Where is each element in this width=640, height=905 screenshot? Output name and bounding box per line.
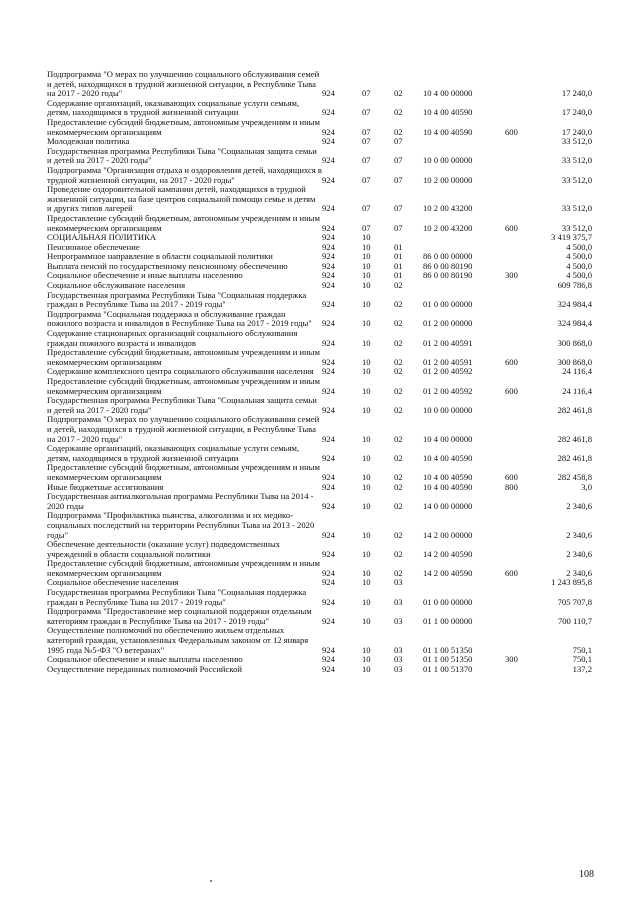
table-row (47, 329, 592, 348)
row-section-code: 10 (362, 577, 371, 588)
row-section-code: 10 (362, 260, 371, 271)
row-amount: 705 707,8 (557, 596, 592, 607)
table-row (47, 626, 592, 655)
row-section-code: 07 (362, 107, 371, 118)
row-target-article-code: 01 1 00 51350 (423, 644, 473, 655)
row-expense-type-code (505, 540, 540, 559)
row-name: Подпрограмма "О мерах по улучшению социального обслуживания семей и детей, находящихся в трудной жизненной ситуации, в Республике Тыва на 2017 - 2020 годы" (47, 414, 320, 444)
row-section-code: 07 (362, 203, 371, 214)
row-subsection-code: 02 (394, 88, 403, 99)
row-name: Социальное обеспечение и иные выплаты населению (47, 654, 243, 665)
row-amount: 700 110,7 (557, 615, 592, 626)
row-target-article-code (423, 137, 505, 147)
row-amount: 324 984,4 (557, 318, 592, 329)
row-section-code: 10 (362, 654, 371, 665)
row-target-article-code: 14 2 00 40590 (423, 567, 473, 578)
row-grbs-code: 924 (322, 260, 335, 271)
row-grbs-code: 924 (322, 548, 335, 559)
row-section-code: 10 (362, 270, 371, 281)
row-section-code: 10 (362, 433, 371, 444)
row-subsection-code: 01 (394, 270, 403, 281)
row-grbs-code: 924 (322, 88, 335, 99)
row-subsection-code: 02 (394, 356, 403, 367)
budget-table (47, 70, 592, 674)
row-section-code: 07 (362, 88, 371, 99)
row-target-article-code: 01 0 00 00000 (423, 596, 473, 607)
row-section-code: 07 (362, 174, 371, 185)
row-amount: 3 419 375,7 (551, 232, 592, 243)
row-name: Государственная программа Республики Тыва "Социальная защита семьи и детей на 2017 - 2020 годы" (47, 145, 317, 166)
table-row (47, 511, 592, 540)
row-grbs-code: 924 (322, 203, 335, 214)
row-expense-type-code (505, 444, 540, 463)
row-amount: 300 868,0 (557, 356, 592, 367)
row-target-article-code (423, 578, 505, 588)
row-amount: 2 340,6 (566, 548, 592, 559)
row-name: Предоставление субсидий бюджетным, автономным учреждениям и иным некоммерческим организациям (47, 212, 320, 233)
row-target-article-code (423, 281, 505, 291)
row-section-code: 10 (362, 500, 371, 511)
row-subsection-code: 03 (394, 654, 403, 665)
table-row (47, 377, 592, 396)
row-expense-type-code (505, 147, 540, 166)
table-row (47, 99, 592, 118)
row-amount: 33 512,0 (561, 203, 592, 214)
row-target-article-code: 10 2 00 00000 (423, 174, 473, 185)
row-grbs-code: 924 (322, 241, 335, 252)
row-target-article-code (423, 233, 505, 243)
row-amount: 4 500,0 (566, 251, 592, 262)
row-section-code: 07 (362, 136, 371, 147)
row-expense-type-code (505, 578, 540, 588)
row-expense-type-code: 300 (505, 270, 518, 281)
row-grbs-code: 924 (322, 577, 335, 588)
row-subsection-code: 03 (394, 663, 403, 674)
row-subsection-code: 01 (394, 251, 403, 262)
row-expense-type-code (505, 233, 540, 243)
row-name: Государственная программа Республики Тыва "Социальная защита семьи и детей на 2017 - 2020 годы" (47, 395, 317, 415)
row-name: Подпрограмма "Профилактика пьянства, алкоголизма и их медико-социальных последствий на территории Республики Тыва на 2013 - 2020 годы" (47, 510, 315, 540)
row-subsection-code: 03 (394, 615, 403, 626)
row-expense-type-code (505, 185, 540, 214)
row-section-code: 10 (362, 596, 371, 607)
row-target-article-code: 86 0 00 80190 (423, 260, 473, 271)
row-expense-type-code (505, 166, 540, 185)
row-grbs-code: 924 (322, 471, 335, 482)
row-amount: 4 500,0 (566, 270, 592, 281)
row-subsection-code: 02 (394, 318, 403, 329)
row-expense-type-code: 600 (505, 222, 518, 233)
row-expense-type-code: 300 (505, 654, 518, 665)
row-amount: 2 340,6 (566, 567, 592, 578)
row-section-code: 10 (362, 529, 371, 540)
row-target-article-code: 86 0 00 80190 (423, 270, 473, 281)
row-section-code: 10 (362, 366, 371, 377)
row-subsection-code: 02 (394, 529, 403, 540)
row-target-article-code: 10 4 00 40590 (423, 126, 473, 137)
row-name: Подпрограмма "Предоставление мер социальной поддержки отдельным категориям граждан в Республике Тыва на 2017 - 2019 годы" (47, 606, 312, 626)
row-grbs-code: 924 (322, 280, 335, 291)
row-section-code: 10 (362, 404, 371, 415)
row-subsection-code: 07 (394, 222, 403, 233)
row-section-code: 10 (362, 452, 371, 463)
row-expense-type-code: 600 (505, 567, 518, 578)
row-subsection-code: 03 (394, 596, 403, 607)
row-target-article-code: 01 1 00 00000 (423, 615, 473, 626)
row-section-code: 10 (362, 471, 371, 482)
row-amount: 2 340,6 (566, 500, 592, 511)
row-subsection-code: 02 (394, 385, 403, 396)
row-name: Иные бюджетные ассигнования (47, 481, 164, 492)
row-subsection-code: 02 (394, 337, 403, 348)
row-name: Молодежная политика (47, 136, 130, 147)
row-amount: 282 461,8 (557, 404, 592, 415)
row-section-code: 07 (362, 126, 371, 137)
row-amount: 324 984,4 (557, 299, 592, 310)
row-name: Пенсионное обеспечение (47, 241, 140, 252)
table-row (47, 396, 592, 415)
table-row (47, 185, 592, 214)
row-subsection-code: 02 (394, 567, 403, 578)
row-name: Содержание организаций, оказывающих социальные услуги семьям, детям, находящимся в трудной жизненной ситуации (47, 97, 300, 118)
row-grbs-code: 924 (322, 356, 335, 367)
row-target-article-code: 14 2 00 40590 (423, 548, 473, 559)
row-expense-type-code (505, 137, 540, 147)
page-number: 108 (579, 869, 594, 880)
row-section-code: 10 (362, 548, 371, 559)
row-grbs-code: 924 (322, 107, 335, 118)
scan-speck (210, 880, 212, 882)
row-section-code: 10 (362, 232, 371, 243)
row-grbs-code: 924 (322, 366, 335, 377)
row-target-article-code: 01 2 00 40592 (423, 366, 473, 377)
row-grbs-code: 924 (322, 500, 335, 511)
row-expense-type-code (505, 291, 540, 310)
row-subsection-code: 02 (394, 107, 403, 118)
row-section-code: 10 (362, 318, 371, 329)
row-subsection-code: 03 (394, 644, 403, 655)
row-name: Содержание организаций, оказывающих социальные услуги семьям, детям, находящимся в трудной жизненной ситуации (47, 443, 300, 463)
row-grbs-code: 924 (322, 404, 335, 415)
row-expense-type-code (505, 665, 540, 675)
table-row (47, 463, 592, 482)
row-amount: 17 240,0 (561, 88, 592, 99)
row-subsection-code: 02 (394, 452, 403, 463)
row-expense-type-code (505, 396, 540, 415)
row-target-article-code: 86 0 00 00000 (423, 251, 473, 262)
row-amount: 17 240,0 (561, 107, 592, 118)
row-name: Предоставление субсидий бюджетным, автономным учреждениям и иным некоммерческим организациям (47, 347, 320, 367)
budget-table-body (47, 70, 592, 674)
row-subsection-code: 01 (394, 241, 403, 252)
row-subsection-code: 07 (394, 174, 403, 185)
row-section-code: 10 (362, 481, 371, 492)
row-name: Предоставление субсидий бюджетным, автономным учреждениям и иным некоммерческим организациям (47, 558, 320, 578)
table-row (47, 214, 592, 233)
row-subsection-code: 02 (394, 471, 403, 482)
row-grbs-code: 924 (322, 270, 335, 281)
row-grbs-code: 924 (322, 529, 335, 540)
row-subsection-code: 07 (394, 155, 403, 166)
row-target-article-code: 01 2 00 00000 (423, 318, 473, 329)
row-expense-type-code (505, 310, 540, 329)
row-amount: 282 458,8 (557, 471, 592, 482)
table-row (47, 665, 592, 675)
row-amount: 2 340,6 (566, 529, 592, 540)
row-target-article-code: 10 2 00 43200 (423, 203, 473, 214)
row-amount: 33 512,0 (561, 174, 592, 185)
row-target-article-code: 10 2 00 43200 (423, 222, 473, 233)
row-target-article-code: 10 4 00 40590 (423, 481, 473, 492)
row-subsection-code: 02 (394, 404, 403, 415)
row-target-article-code: 01 2 00 40592 (423, 385, 473, 396)
row-section-code: 10 (362, 567, 371, 578)
row-expense-type-code (505, 252, 540, 262)
table-row (47, 559, 592, 578)
table-row (47, 415, 592, 444)
row-name: Предоставление субсидий бюджетным, автономным учреждениям и иным некоммерческим организациям (47, 462, 320, 482)
row-name: Осуществление полномочий по обеспечению жильем отдельных категорий граждан, установленных Федеральным законом от 12 января 1995 года №5-ФЗ "О ветеранах" (47, 625, 309, 655)
row-target-article-code: 01 1 00 51350 (423, 654, 473, 665)
row-grbs-code: 924 (322, 481, 335, 492)
row-target-article-code: 10 4 00 40590 (423, 471, 473, 482)
row-section-code: 10 (362, 241, 371, 252)
row-name: Социальное обеспечение населения (47, 577, 179, 588)
row-name: Предоставление субсидий бюджетным, автономным учреждениям и иным некоммерческим организациям (47, 376, 320, 396)
row-expense-type-code: 600 (505, 471, 518, 482)
row-grbs-code: 924 (322, 654, 335, 665)
row-grbs-code: 924 (322, 644, 335, 655)
row-expense-type-code (505, 607, 540, 626)
row-name: СОЦИАЛЬНАЯ ПОЛИТИКА (47, 232, 157, 243)
row-name: Подпрограмма "Организация отдыха и оздоровления детей, находящихся в трудной жизненной ситуации, на 2017 - 2020 годы" (47, 164, 322, 185)
row-grbs-code: 924 (322, 299, 335, 310)
row-name: Социальное обеспечение и иные выплаты населению (47, 270, 243, 281)
row-grbs-code: 924 (322, 174, 335, 185)
row-name: Предоставление субсидий бюджетным, автономным учреждениям и иным некоммерческим организациям (47, 116, 320, 137)
row-amount: 1 243 895,8 (551, 577, 592, 588)
row-subsection-code: 02 (394, 500, 403, 511)
row-grbs-code: 924 (322, 615, 335, 626)
table-row (47, 588, 592, 607)
row-target-article-code: 10 0 00 00000 (423, 155, 473, 166)
row-name: Проведение оздоровительной кампании детей, находящихся в трудной жизненной ситуации, на базе центров социальной помощи семье и детям и других типов лагерей (47, 184, 316, 214)
row-name: Выплата пенсий по государственному пенсионному обеспечению (47, 260, 288, 271)
row-subsection-code: 02 (394, 481, 403, 492)
row-name: Обеспечение деятельности (оказание услуг) подведомственных учреждений в области социальной политики (47, 539, 281, 559)
row-amount: 4 500,0 (566, 260, 592, 271)
row-section-code: 10 (362, 299, 371, 310)
table-row (47, 444, 592, 463)
row-expense-type-code (505, 329, 540, 348)
row-grbs-code: 924 (322, 452, 335, 463)
row-grbs-code: 924 (322, 318, 335, 329)
row-subsection-code: 03 (394, 577, 403, 588)
row-expense-type-code: 600 (505, 385, 518, 396)
row-section-code: 10 (362, 280, 371, 291)
row-subsection-code: 02 (394, 366, 403, 377)
table-row (47, 70, 592, 99)
row-expense-type-code (505, 415, 540, 444)
row-target-article-code: 01 2 00 40591 (423, 337, 473, 348)
row-target-article-code: 10 0 00 00000 (423, 404, 473, 415)
row-name: Государственная антиалкогольная программа Республики Тыва на 2014 - 2020 годы (47, 491, 314, 511)
row-grbs-code: 924 (322, 232, 335, 243)
row-target-article-code: 01 1 00 51370 (423, 663, 473, 674)
row-amount: 3,0 (581, 481, 592, 492)
table-row (47, 607, 592, 626)
row-expense-type-code (505, 99, 540, 118)
row-expense-type-code (505, 511, 540, 540)
row-section-code: 10 (362, 251, 371, 262)
row-section-code: 07 (362, 155, 371, 166)
row-amount: 4 500,0 (566, 241, 592, 252)
row-grbs-code: 924 (322, 385, 335, 396)
row-target-article-code: 01 0 00 00000 (423, 299, 473, 310)
row-grbs-code: 924 (322, 136, 335, 147)
table-row (47, 492, 592, 511)
row-expense-type-code (505, 243, 540, 253)
row-expense-type-code (505, 588, 540, 607)
row-amount: 750,1 (572, 644, 592, 655)
row-target-article-code: 14 2 00 00000 (423, 529, 473, 540)
row-name: Осуществление переданных полномочий Российской (47, 663, 242, 674)
row-grbs-code: 924 (322, 596, 335, 607)
row-name: Содержание стационарных организаций социального обслуживания граждан пожилого возраста и инвалидов (47, 328, 298, 348)
row-subsection-code: 02 (394, 280, 403, 291)
row-amount: 33 512,0 (561, 222, 592, 233)
row-expense-type-code (505, 281, 540, 291)
row-target-article-code: 10 4 00 00000 (423, 433, 473, 444)
table-row (47, 166, 592, 185)
row-section-code: 10 (362, 385, 371, 396)
row-subsection-code: 07 (394, 203, 403, 214)
row-expense-type-code: 600 (505, 356, 518, 367)
row-subsection-code: 02 (394, 433, 403, 444)
row-subsection-code: 02 (394, 126, 403, 137)
row-target-article-code: 10 4 00 40590 (423, 107, 473, 118)
row-amount: 750,1 (572, 654, 592, 665)
row-grbs-code: 924 (322, 663, 335, 674)
row-amount: 282 461,8 (557, 433, 592, 444)
row-subsection-code: 02 (394, 548, 403, 559)
row-expense-type-code (505, 367, 540, 377)
row-grbs-code: 924 (322, 126, 335, 137)
row-grbs-code: 924 (322, 155, 335, 166)
row-subsection-code: 01 (394, 260, 403, 271)
row-name: Социальное обслуживание населения (47, 280, 186, 291)
row-grbs-code: 924 (322, 567, 335, 578)
row-amount: 609 786,8 (557, 280, 592, 291)
row-name: Государственная программа Республики Тыва "Социальная поддержка граждан в Республике Тыва на 2017 - 2019 годы" (47, 289, 307, 310)
row-target-article-code: 10 4 00 40590 (423, 452, 473, 463)
row-amount: 137,2 (572, 663, 592, 674)
row-name: Непрограммное направление в области социальной политики (47, 251, 273, 262)
table-row (47, 540, 592, 559)
table-row (47, 348, 592, 367)
row-grbs-code: 924 (322, 222, 335, 233)
row-section-code: 10 (362, 337, 371, 348)
row-expense-type-code (505, 626, 540, 655)
row-subsection-code: 07 (394, 136, 403, 147)
row-amount: 24 116,4 (562, 385, 592, 396)
table-row (47, 310, 592, 329)
row-amount: 282 461,8 (557, 452, 592, 463)
row-expense-type-code (505, 492, 540, 511)
row-amount: 33 512,0 (561, 155, 592, 166)
row-expense-type-code (505, 70, 540, 99)
row-grbs-code: 924 (322, 251, 335, 262)
row-grbs-code: 924 (322, 433, 335, 444)
row-section-code: 10 (362, 663, 371, 674)
row-name: Подпрограмма "О мерах по улучшению социального обслуживания семей и детей, находящихся в трудной жизненной ситуации, в Республике Тыва на 2017 - 2020 годы" (47, 69, 320, 99)
row-name: Содержание комплексного центра социального обслуживания населения (47, 366, 314, 377)
row-grbs-code: 924 (322, 337, 335, 348)
row-expense-type-code: 800 (505, 481, 518, 492)
table-row (47, 291, 592, 310)
row-amount: 17 240,0 (561, 126, 592, 137)
row-name: Государственная программа Республики Тыва "Социальная поддержка граждан в Республике Тыва на 2017 - 2019 годы" (47, 587, 307, 607)
table-row (47, 118, 592, 137)
row-subsection-code: 02 (394, 299, 403, 310)
table-row (47, 147, 592, 166)
row-amount: 24 116,4 (562, 366, 592, 377)
row-target-article-code: 14 0 00 00000 (423, 500, 473, 511)
row-section-code: 10 (362, 356, 371, 367)
row-expense-type-code: 600 (505, 126, 518, 137)
row-name: Подпрограмма "Социальная поддержка и обслуживание граждан пожилого возраста и инвалидов в Республике Тыва на 2017 - 2019 годы" (47, 308, 312, 329)
row-amount: 300 868,0 (557, 337, 592, 348)
row-target-article-code: 10 4 00 00000 (423, 88, 473, 99)
row-section-code: 10 (362, 615, 371, 626)
row-amount: 33 512,0 (561, 136, 592, 147)
row-section-code: 10 (362, 644, 371, 655)
row-target-article-code: 01 2 00 40591 (423, 356, 473, 367)
row-section-code: 07 (362, 222, 371, 233)
